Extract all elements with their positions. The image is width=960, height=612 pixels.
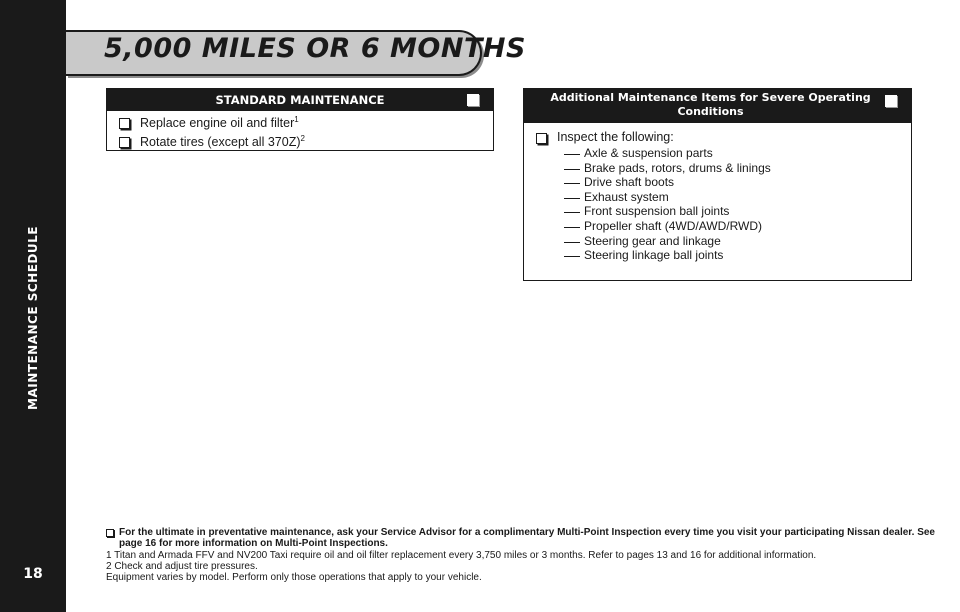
checklist-item-text: Replace engine oil and filter$^1$ xyxy=(140,114,299,130)
inspection-item: Propeller shaft (4WD/AWD/RWD) xyxy=(564,219,911,234)
standard-maintenance-list xyxy=(107,111,493,152)
standard-maintenance-box xyxy=(106,88,494,151)
footnote-2: 2 Check and adjust tire pressures. xyxy=(106,560,258,572)
severe-conditions-list xyxy=(524,123,911,263)
equipment-note: Equipment varies by model. Perform only those operations that apply to your vehicle. xyxy=(106,572,482,584)
inspection-sublist xyxy=(536,146,911,263)
inspection-item: Brake pads, rotors, drums & linings xyxy=(564,161,911,176)
standard-maintenance-header xyxy=(107,89,493,111)
checklist-item-text: Rotate tires (except all 370Z)$^2$ xyxy=(140,133,305,149)
inspect-lead-text: Inspect the following: xyxy=(557,130,674,144)
checkbox-icon[interactable] xyxy=(119,118,130,129)
advisory-note xyxy=(106,527,936,550)
inspection-item: Steering gear and linkage xyxy=(564,234,911,249)
blank-line[interactable] xyxy=(564,198,580,199)
standard-maintenance-title: STANDARD MAINTENANCE xyxy=(215,93,385,107)
severe-conditions-title: Additional Maintenance Items for Severe Operating Conditions xyxy=(550,91,871,118)
checkbox-icon[interactable] xyxy=(536,133,547,144)
blank-line[interactable] xyxy=(564,183,580,184)
blank-line[interactable] xyxy=(564,169,580,170)
checklist-item xyxy=(119,114,493,133)
checklist-item xyxy=(119,133,493,152)
severe-conditions-header xyxy=(524,89,911,123)
checklist-item xyxy=(536,129,911,146)
section-title: MAINTENANCE SCHEDULE xyxy=(26,226,40,410)
inspection-item: Drive shaft boots xyxy=(564,175,911,190)
blank-line[interactable] xyxy=(564,256,580,257)
advisory-text: For the ultimate in preventative maintenance, ask your Service Advisor for a complimentary Multi-Point Inspection every time you visit your participating Nissan dealer. See page 16 for more information on Multi-Point Inspections. xyxy=(119,527,935,550)
blank-line[interactable] xyxy=(564,227,580,228)
page-title: 5,000 MILES OR 6 MONTHS xyxy=(104,33,526,64)
footnotes xyxy=(106,527,936,583)
inspection-item: Front suspension ball joints xyxy=(564,204,911,219)
severe-conditions-box xyxy=(523,88,912,281)
blank-line[interactable] xyxy=(564,154,580,155)
inspection-item: Axle & suspension parts xyxy=(564,146,911,161)
page-number: 18 xyxy=(23,566,43,582)
checkbox-icon[interactable] xyxy=(119,137,130,148)
inspection-item: Steering linkage ball joints xyxy=(564,248,911,263)
checkbox-icon xyxy=(106,529,114,537)
header-checkbox-icon[interactable] xyxy=(885,95,897,107)
header-checkbox-icon[interactable] xyxy=(467,94,479,106)
blank-line[interactable] xyxy=(564,212,580,213)
inspection-item: Exhaust system xyxy=(564,190,911,205)
blank-line[interactable] xyxy=(564,242,580,243)
footnote-1: 1 Titan and Armada FFV and NV200 Taxi require oil and oil filter replacement every 3,750 miles or 3 months. Refer to pages 13 and 16 for additional information. xyxy=(106,549,817,561)
